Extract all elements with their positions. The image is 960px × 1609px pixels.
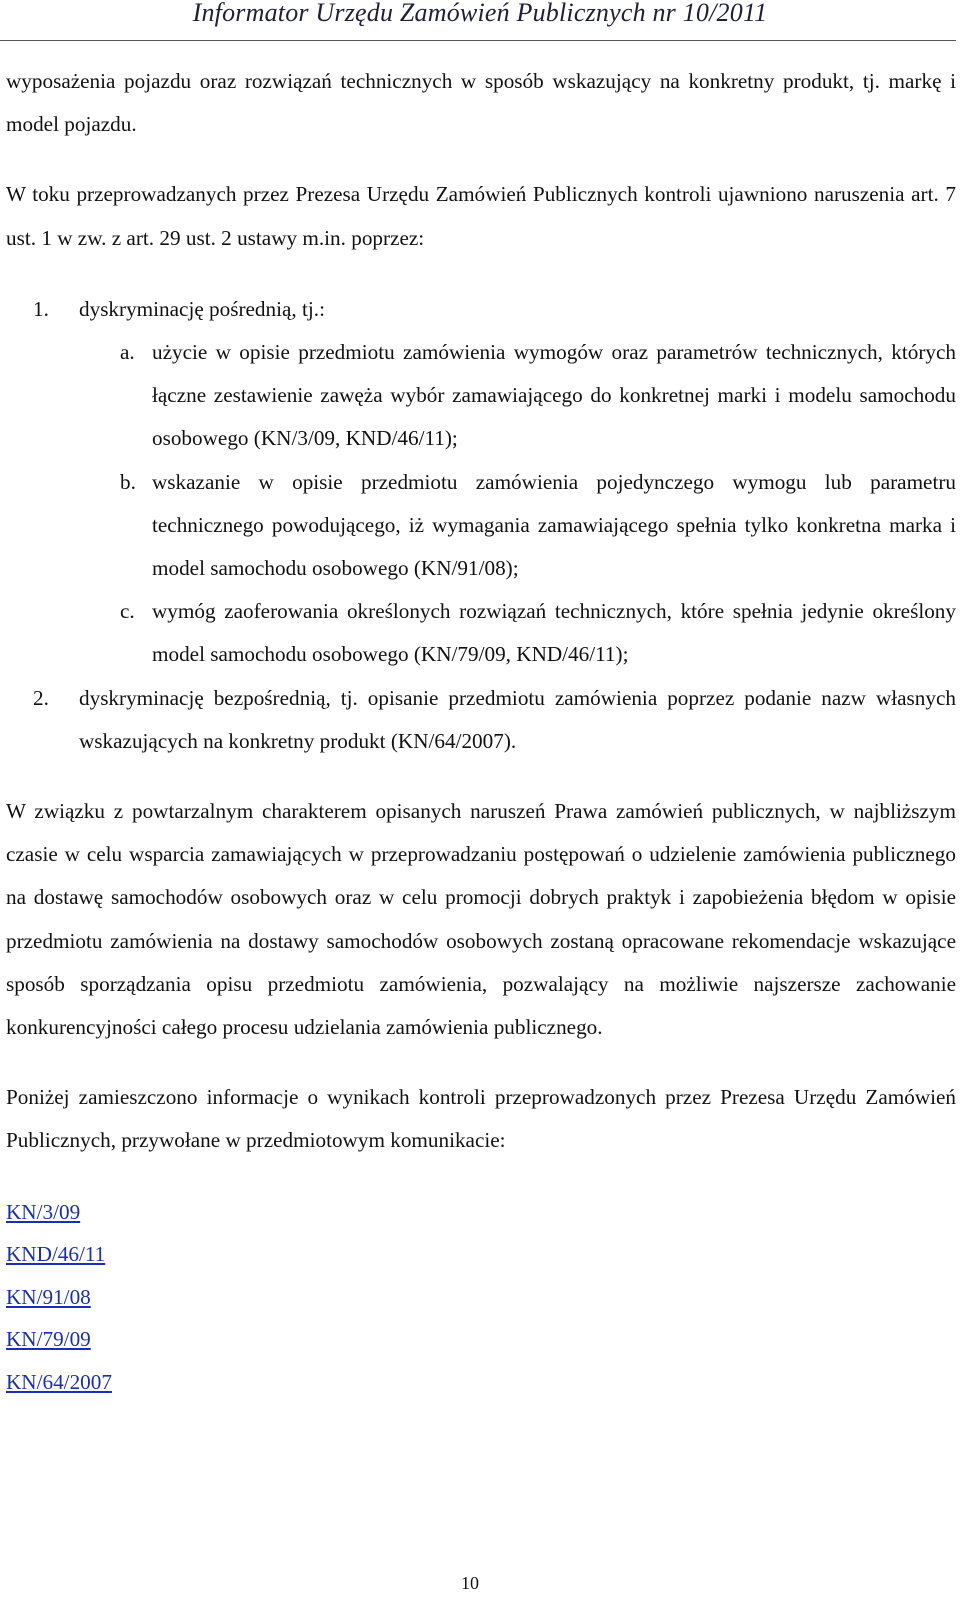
sub-list-item bbox=[6, 590, 956, 676]
sub-list-item-text: wymóg zaoferowania określonych rozwiązań technicznych, które spełnia jedynie określony model samochodu osobowego (KN/79/09, KND/46/11); bbox=[152, 599, 956, 667]
list-marker: 2. bbox=[33, 685, 49, 710]
paragraph-violations-intro: W toku przeprowadzanych przez Prezesa Urzędu Zamówień Publicznych kontroli ujawniono naruszenia art. 7 ust. 1 w zw. z art. 29 ust. 2 ustawy m.in. poprzez: bbox=[6, 182, 956, 250]
paragraph-control-results: Poniżej zamieszczono informacje o wynikach kontroli przeprowadzonych przez Prezesa Urzędu Zamówień Publicznych, przywołane w przedmiotowym komunikacie: bbox=[6, 1085, 956, 1153]
list-item bbox=[6, 677, 956, 763]
page-number: 10 bbox=[461, 1573, 479, 1593]
link-kn-79-09[interactable]: KN/79/09 bbox=[6, 1327, 91, 1352]
link-kn-3-09[interactable]: KN/3/09 bbox=[6, 1199, 81, 1224]
sub-list-marker: b. bbox=[120, 469, 136, 494]
page-content bbox=[6, 60, 956, 1403]
list-item bbox=[6, 288, 956, 677]
violations-list bbox=[6, 288, 956, 763]
link-kn-91-08[interactable]: KN/91/08 bbox=[6, 1284, 91, 1309]
sub-list-item bbox=[6, 461, 956, 591]
page-header: Informator Urzędu Zamówień Publicznych nr 10/2011 bbox=[192, 0, 768, 27]
header-divider bbox=[0, 40, 956, 41]
paragraph-recommendations: W związku z powtarzalnym charakterem opisanych naruszeń Prawa zamówień publicznych, w najbliższym czasie w celu wsparcia zamawiających w przeprowadzaniu postępowań o udzielenie zamówienia publicznego na dostawę samochodów osobowych oraz w celu promocji dobrych praktyk i zapobieżenia błędom w opisie przedmiotu zamówienia na dostawy samochodów osobowych zostaną opracowane rekomendacje wskazujące sposób sporządzania opisu przedmiotu zamówienia, pozwalający na możliwie najszersze zachowanie konkurencyjności całego procesu udzielania zamówienia publicznego. bbox=[6, 799, 956, 1040]
list-item-text: dyskryminację pośrednią, tj.: bbox=[79, 296, 325, 321]
sub-list-item-text: użycie w opisie przedmiotu zamówienia wymogów oraz parametrów technicznych, których łączne zestawienie zawęża wybór zamawiającego do konkretnej marki i modelu samochodu osobowego (KN/3/09, KND/46/11); bbox=[152, 340, 956, 451]
list-marker: 1. bbox=[33, 296, 49, 321]
control-results-links bbox=[6, 1191, 956, 1404]
link-kn-64-2007[interactable]: KN/64/2007 bbox=[6, 1369, 112, 1394]
list-item-text: dyskryminację bezpośrednią, tj. opisanie przedmiotu zamówienia poprzez podanie nazw własnych wskazujących na konkretny produkt (KN/64/2007). bbox=[79, 685, 956, 753]
sub-list-item bbox=[6, 331, 956, 461]
link-knd-46-11[interactable]: KND/46/11 bbox=[6, 1242, 106, 1267]
sub-list-marker: a. bbox=[120, 340, 135, 365]
paragraph-continuation: wyposażenia pojazdu oraz rozwiązań technicznych w sposób wskazujący na konkretny produkt, tj. markę i model pojazdu. bbox=[6, 69, 956, 137]
sub-list-item-text: wskazanie w opisie przedmiotu zamówienia pojedynczego wymogu lub parametru technicznego powodującego, iż wymagania zamawiającego spełnia tylko konkretna marka i model samochodu osobowego (KN/91/08); bbox=[152, 469, 956, 581]
sub-list-marker: c. bbox=[120, 599, 135, 624]
sub-list bbox=[79, 331, 956, 677]
